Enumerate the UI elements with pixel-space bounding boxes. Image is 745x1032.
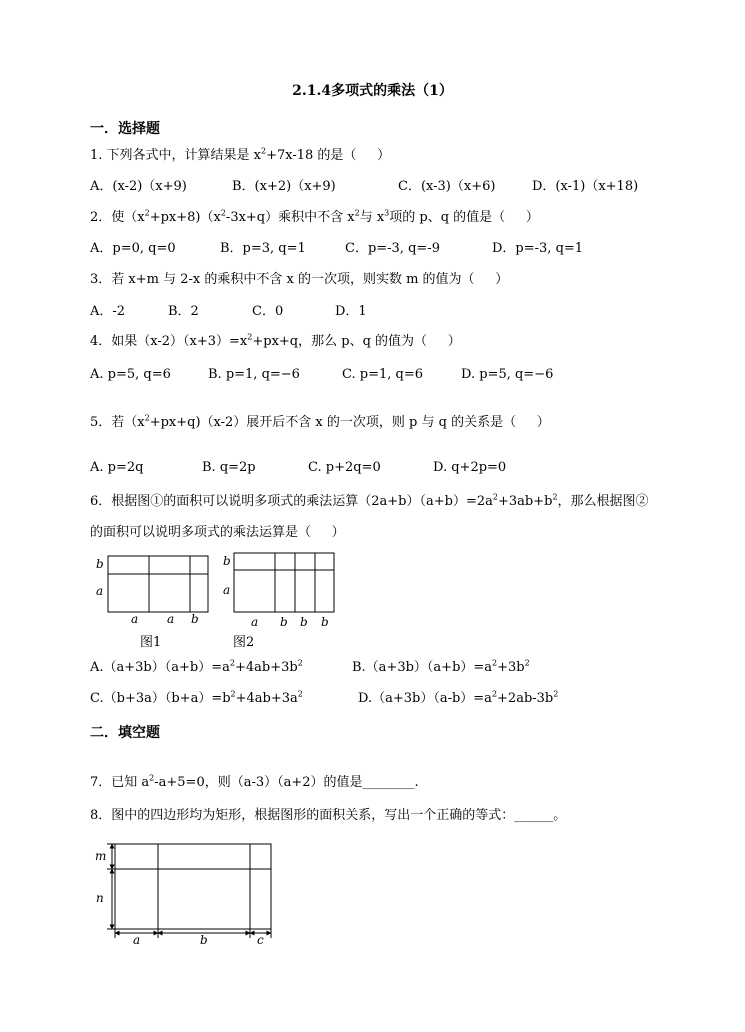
- fig2-label-b-bottom-2: b: [300, 615, 308, 629]
- q4-option-d: D. p=5, q=−6: [461, 367, 554, 382]
- section-heading-fill: 二．填空题: [90, 725, 160, 741]
- q2-option-d: D．p=-3, q=1: [492, 241, 584, 256]
- question-8: 8．图中的四边形均为矩形，根据图形的面积关系，写出一个正确的等式：______。: [90, 808, 567, 823]
- fig2-caption: 图2: [233, 635, 255, 650]
- q6-option-d: $D.(a+3b)(a-b)=a^2+2ab-3b^2$: [358, 689, 559, 706]
- q2-option-a: A．p=0, q=0: [90, 241, 176, 256]
- fig1-label-a-bottom-1: a: [131, 612, 139, 626]
- question-5: 5．若$(x^2+px+q)(x-2)$展开后不含 x 的一次项，则 p 与 q 的关系是（ ）: [90, 413, 550, 430]
- fig1-label-a-left: a: [96, 584, 104, 598]
- fig1-label-b-left: b: [96, 557, 104, 571]
- q6-option-b: $B.(a+3b)(a+b)=a^2+3b^2$: [352, 658, 530, 675]
- fig2-label-b-bottom-3: b: [321, 615, 329, 629]
- q5-option-b: B. q=2p: [202, 460, 256, 475]
- page-title: 2.1.4多项式的乘法（1）: [292, 83, 453, 99]
- q6-option-c: $C.(b+3a)(b+a)=b^2+4ab+3a^2$: [90, 689, 303, 706]
- q8-label-a: a: [133, 933, 141, 947]
- section-heading-choice: 一．选择题: [90, 121, 160, 137]
- fig2-outer-rect: [234, 553, 334, 612]
- q8-outer-rect: [115, 844, 271, 929]
- q8-label-b: b: [200, 933, 208, 947]
- q5-option-a: A. p=2q: [90, 460, 144, 475]
- q4-option-c: C. p=1, q=6: [342, 367, 423, 382]
- q2-option-c: C．p=-3, q=-9: [345, 241, 440, 256]
- figure-1: [90, 550, 220, 655]
- question-4: 4．如果$(x-2)(x+3)=x^2+px+q$，那么 p、q 的值为（ ）: [90, 332, 461, 349]
- q4-option-b: B. p=1, q=−6: [208, 367, 300, 382]
- fig2-label-a-bottom: a: [251, 615, 259, 629]
- question-6-line-2: 的面积可以说明多项式的乘法运算是（ ）: [90, 525, 345, 540]
- fig1-caption: 图1: [140, 635, 162, 650]
- q5-option-c: C. p+2q=0: [308, 460, 381, 475]
- fig2-label-b-left: b: [223, 554, 231, 568]
- q4-option-a: A. p=5, q=6: [90, 367, 171, 382]
- question-6-line-1: 6．根据图①的面积可以说明多项式的乘法运算$(2a+b)(a+b)=2a^2+3ab+b^2$，那么根据图②: [90, 492, 649, 509]
- q1-option-c: C．(x-3)（x+6): [398, 179, 496, 194]
- question-3: 3．若 x+m 与 2-x 的乘积中不含 x 的一次项，则实数 m 的值为（ ）: [90, 272, 509, 287]
- fig1-label-a-bottom-2: a: [167, 612, 175, 626]
- fig2-label-b-bottom-1: b: [280, 615, 288, 629]
- q3-option-b: B．2: [168, 304, 199, 319]
- q5-option-d: D. q+2p=0: [433, 460, 507, 475]
- figure-2: [220, 550, 350, 655]
- fig1-outer-rect: [108, 556, 208, 612]
- fig2-label-a-left: a: [223, 583, 231, 597]
- q8-label-m: m: [95, 849, 107, 863]
- q1-option-a: A．(x-2)（x+9): [90, 179, 187, 194]
- fig1-label-b-bottom: b: [191, 612, 199, 626]
- q3-option-d: D．1: [335, 304, 367, 319]
- q1-option-b: B．(x+2)（x+9): [232, 179, 336, 194]
- question-7: 7．已知 $a^2-a+5=0$，则（a-3）（a+2）的值是________.: [90, 773, 419, 790]
- question-1: 1. 下列各式中，计算结果是 $x^2+7x-18$ 的是（ ）: [90, 146, 391, 163]
- q1-option-d: D．(x-1)（x+18): [532, 179, 639, 194]
- q2-option-b: B．p=3, q=1: [220, 241, 306, 256]
- question-2: 2．使$(x^2+px+8)(x^2-3x+q)$乘积中不含 $x^2$与 $x^3$项的 p、q 的值是（ ）: [90, 208, 539, 225]
- q3-option-a: A．-2: [90, 304, 126, 319]
- q3-option-c: C．0: [252, 304, 284, 319]
- figure-q8: [90, 836, 280, 948]
- q8-label-c: c: [257, 933, 264, 947]
- q8-label-n: n: [96, 891, 104, 905]
- q6-option-a: $A.(a+3b)(a+b)=a^2+4ab+3b^2$: [90, 658, 303, 675]
